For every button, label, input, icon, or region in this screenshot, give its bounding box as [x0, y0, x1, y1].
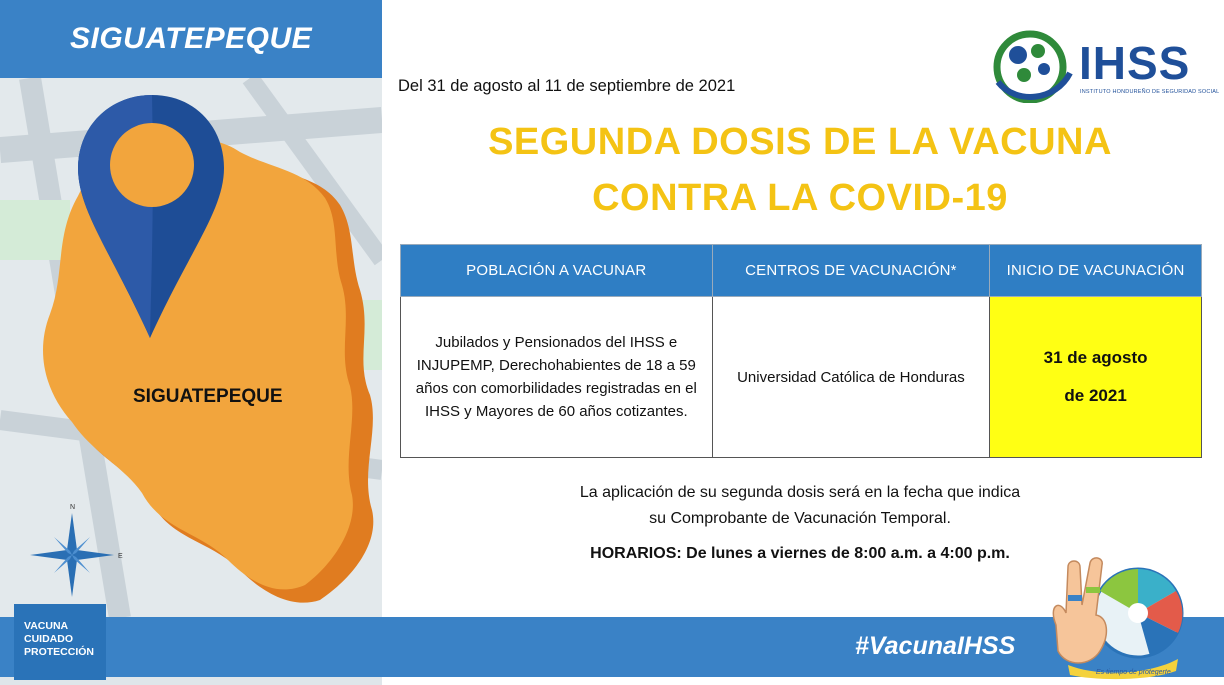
page-title — [400, 114, 1200, 226]
logo-subtitle: INSTITUTO HONDUREÑO DE SEGURIDAD SOCIAL — [1080, 89, 1220, 95]
table-row — [401, 297, 1202, 458]
cell-center: Universidad Católica de Honduras — [712, 297, 990, 458]
hand-caption: Es tiempo de protegerte — [1096, 669, 1171, 676]
second-dose-note — [420, 480, 1180, 532]
cell-start-date — [990, 297, 1202, 458]
start-date-line-1: 31 de agosto — [1043, 348, 1148, 367]
start-date-line-2: de 2021 — [1064, 386, 1127, 405]
schedule-hours: HORARIOS: De lunes a viernes de 8:00 a.m. a 4:00 p.m. — [590, 545, 1010, 562]
note-line-1: La aplicación de su segunda dosis será en la fecha que indica — [579, 484, 1021, 501]
hashtag: #VacunaIHSS — [855, 632, 1016, 660]
header-population: POBLACIÓN A VACUNAR — [401, 245, 713, 297]
badge-line-1: VACUNA — [24, 620, 69, 632]
peace-hand-icon — [1038, 555, 1188, 681]
cell-population: Jubilados y Pensionados del IHSS e INJUPEMP, Derechohabientes de 18 a 59 años con comorbilidades registradas en el IHSS y Mayores de 60 años cotizantes. — [401, 297, 713, 458]
vacuna-badge — [14, 604, 106, 680]
logo-name: IHSS — [1079, 37, 1191, 89]
header-centers: CENTROS DE VACUNACIÓN* — [712, 245, 990, 297]
header-start: INICIO DE VACUNACIÓN — [990, 245, 1202, 297]
badge-line-3: PROTECCIÓN — [24, 646, 95, 658]
vaccination-table — [400, 244, 1202, 458]
badge-line-2: CUIDADO — [24, 633, 73, 645]
note-line-2: su Comprobante de Vacunación Temporal. — [649, 510, 951, 527]
map-panel — [0, 0, 382, 685]
compass-n-label: N — [70, 504, 76, 511]
title-line-2: CONTRA LA COVID-19 — [592, 177, 1008, 219]
date-range: Del 31 de agosto al 11 de septiembre de 2021 — [398, 77, 736, 95]
region-label: SIGUATEPEQUE — [133, 386, 283, 407]
title-line-1: SEGUNDA DOSIS DE LA VACUNA — [488, 121, 1112, 163]
compass-e-label: E — [118, 553, 123, 560]
map-illustration — [0, 0, 382, 685]
table-header-row — [401, 245, 1202, 297]
city-tab: SIGUATEPEQUE — [0, 0, 382, 78]
